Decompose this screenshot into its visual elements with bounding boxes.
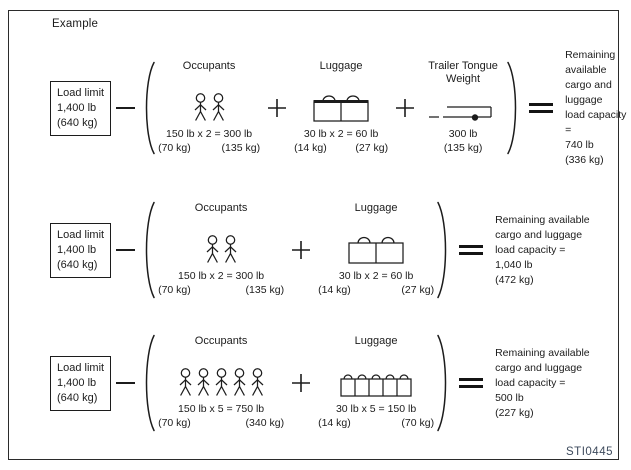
person-icon bbox=[193, 93, 208, 122]
person-icon bbox=[223, 235, 238, 264]
luggage-equation: 30 lb x 5 = 150 lb bbox=[335, 403, 417, 415]
trailer-tongue-label: Trailer Tongue Weight bbox=[428, 60, 498, 85]
trailer-tongue-icons bbox=[427, 86, 499, 127]
equals-operator-icon bbox=[459, 378, 483, 388]
minus-operator-icon bbox=[116, 249, 135, 251]
load-limit-lb: 1,400 lb bbox=[57, 243, 97, 256]
luggage-label: Luggage bbox=[354, 202, 398, 214]
plus-operator-icon bbox=[291, 240, 311, 260]
occupants-kg-left: (70 kg) bbox=[158, 417, 191, 429]
result-line: cargo and luggage bbox=[495, 228, 583, 241]
close-paren-icon bbox=[436, 333, 452, 433]
result-line: load capacity = bbox=[495, 243, 566, 256]
suitcase-icon bbox=[313, 94, 369, 122]
result-value-kg: (472 kg) bbox=[495, 273, 534, 286]
luggage-icons bbox=[313, 73, 369, 127]
result-text bbox=[495, 213, 590, 288]
plus-operator-icon bbox=[291, 373, 311, 393]
plus-operator-icon bbox=[267, 98, 287, 118]
result-line: cargo and luggage bbox=[495, 361, 583, 374]
load-limit-kg: (640 kg) bbox=[57, 391, 98, 404]
result-line: Remaining available bbox=[495, 346, 590, 359]
load-limit-kg: (640 kg) bbox=[57, 258, 98, 271]
load-limit-title: Load limit bbox=[57, 361, 105, 374]
luggage-group bbox=[317, 335, 435, 431]
luggage-equation: 30 lb x 2 = 60 lb bbox=[303, 128, 379, 140]
luggage-kg-right: (70 kg) bbox=[401, 417, 435, 429]
result-value-kg: (336 kg) bbox=[565, 154, 604, 166]
result-value-lb: 740 lb bbox=[565, 139, 594, 151]
luggage-kg-left: (14 kg) bbox=[294, 142, 327, 154]
close-paren-icon bbox=[436, 200, 452, 300]
minus-operator-icon bbox=[116, 382, 135, 384]
result-text bbox=[565, 48, 631, 168]
result-line: cargo and luggage bbox=[565, 79, 612, 106]
occupants-label: Occupants bbox=[194, 335, 248, 347]
occupants-group bbox=[157, 202, 285, 298]
occupant-icons bbox=[205, 215, 238, 269]
load-limit-box bbox=[50, 223, 111, 278]
equals-operator-icon bbox=[459, 245, 483, 255]
trailer-tongue-group bbox=[421, 60, 505, 156]
occupants-equation: 150 lb x 2 = 300 lb bbox=[178, 270, 265, 282]
trailer-tongue-kg: (135 kg) bbox=[443, 142, 483, 154]
load-limit-kg: (640 kg) bbox=[57, 116, 98, 129]
minus-operator-icon bbox=[116, 107, 135, 109]
person-icon bbox=[232, 368, 247, 397]
occupant-icons bbox=[178, 348, 265, 402]
occupants-group bbox=[157, 60, 261, 156]
load-limit-box bbox=[50, 81, 111, 136]
result-value-lb: 500 lb bbox=[495, 391, 524, 404]
luggage-icons bbox=[348, 215, 404, 269]
result-value-kg: (227 kg) bbox=[495, 406, 534, 419]
calc-row-five-occupants bbox=[50, 333, 590, 433]
person-icon bbox=[211, 93, 226, 122]
calc-row-two-occupants bbox=[50, 200, 590, 300]
trailer-tongue-icon bbox=[427, 104, 499, 122]
occupants-equation: 150 lb x 2 = 300 lb bbox=[166, 128, 253, 140]
result-value-lb: 1,040 lb bbox=[495, 258, 533, 271]
result-line: Remaining available bbox=[565, 49, 616, 76]
occupants-label: Occupants bbox=[194, 202, 248, 214]
result-text bbox=[495, 346, 590, 421]
occupants-label: Occupants bbox=[182, 60, 236, 72]
occupants-kg-left: (70 kg) bbox=[158, 284, 191, 296]
load-limit-lb: 1,400 lb bbox=[57, 101, 97, 114]
result-line: Remaining available bbox=[495, 213, 590, 226]
person-icon bbox=[214, 368, 229, 397]
luggage-equation: 30 lb x 2 = 60 lb bbox=[338, 270, 414, 282]
load-limit-title: Load limit bbox=[57, 86, 105, 99]
occupants-kg-left: (70 kg) bbox=[158, 142, 191, 154]
suitcase-icon bbox=[340, 373, 412, 397]
occupant-icons bbox=[193, 73, 226, 127]
luggage-kg-right: (27 kg) bbox=[401, 284, 435, 296]
calc-row-towing bbox=[50, 49, 631, 166]
person-icon bbox=[178, 368, 193, 397]
person-icon bbox=[205, 235, 220, 264]
luggage-group bbox=[293, 60, 389, 156]
person-icon bbox=[196, 368, 211, 397]
suitcase-icon bbox=[348, 236, 404, 264]
occupants-kg-right: (135 kg) bbox=[221, 142, 261, 154]
person-icon bbox=[250, 368, 265, 397]
luggage-kg-left: (14 kg) bbox=[318, 417, 351, 429]
luggage-label: Luggage bbox=[319, 60, 363, 72]
load-limit-lb: 1,400 lb bbox=[57, 376, 97, 389]
result-line: load capacity = bbox=[495, 376, 566, 389]
luggage-kg-left: (14 kg) bbox=[318, 284, 351, 296]
luggage-group bbox=[317, 202, 435, 298]
load-limit-title: Load limit bbox=[57, 228, 105, 241]
open-paren-icon bbox=[140, 200, 156, 300]
open-paren-icon bbox=[140, 60, 156, 156]
example-heading: Example bbox=[52, 18, 99, 30]
close-paren-icon bbox=[506, 60, 522, 156]
plus-operator-icon bbox=[395, 98, 415, 118]
result-line: load capacity = bbox=[565, 109, 627, 136]
luggage-label: Luggage bbox=[354, 335, 398, 347]
equals-operator-icon bbox=[529, 103, 553, 113]
luggage-kg-right: (27 kg) bbox=[355, 142, 389, 154]
occupants-group bbox=[157, 335, 285, 431]
occupants-kg-right: (135 kg) bbox=[245, 284, 285, 296]
luggage-icons bbox=[340, 348, 412, 402]
load-limit-box bbox=[50, 356, 111, 411]
occupants-kg-right: (340 kg) bbox=[245, 417, 285, 429]
trailer-tongue-value: 300 lb bbox=[448, 128, 478, 140]
figure-code: STI0445 bbox=[566, 446, 613, 458]
open-paren-icon bbox=[140, 333, 156, 433]
occupants-equation: 150 lb x 5 = 750 lb bbox=[178, 403, 265, 415]
